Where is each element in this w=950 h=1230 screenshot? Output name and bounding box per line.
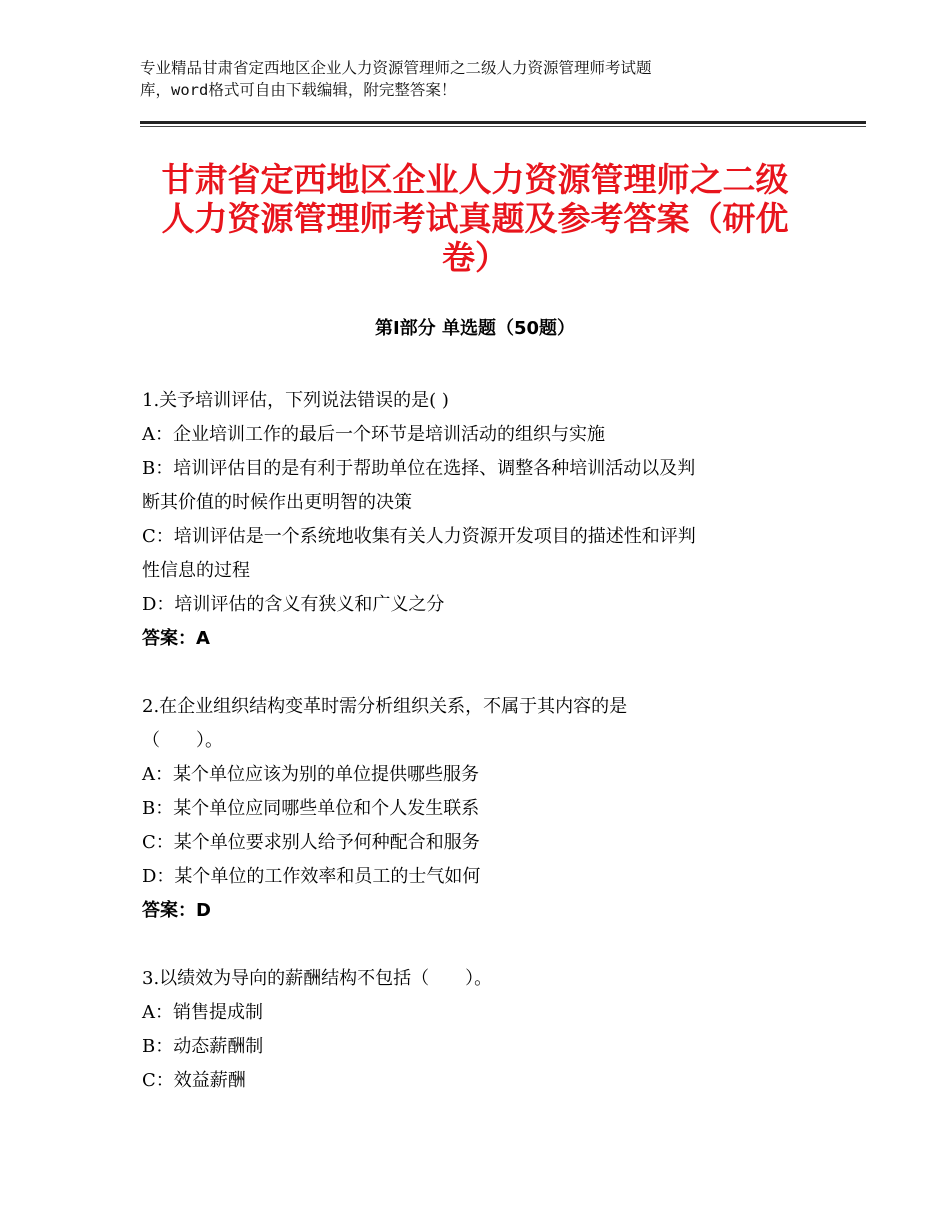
header-divider-thick <box>140 121 866 124</box>
option-c: C：效益薪酬 <box>142 1070 246 1091</box>
question-list <box>142 384 822 1098</box>
option-c: C：培训评估是一个系统地收集有关人力资源开发项目的描述性和评判 <box>142 526 696 547</box>
question-stem: 1.关予培训评估，下列说法错误的是( ) <box>142 390 449 411</box>
answer: 答案：A <box>142 628 210 649</box>
option-a: A：某个单位应该为别的单位提供哪些服务 <box>142 764 479 785</box>
document-title <box>120 160 830 277</box>
answer: 答案：D <box>142 900 211 921</box>
option-c: C：某个单位要求别人给予何种配合和服务 <box>142 832 480 853</box>
title-line-2: 人力资源管理师考试真题及参考答案（研优 <box>161 199 789 238</box>
title-line-3: 卷） <box>442 238 508 277</box>
option-d: D：某个单位的工作效率和员工的士气如何 <box>142 866 481 887</box>
question-stem: 3.以绩效为导向的薪酬结构不包括（ ）。 <box>142 968 493 989</box>
question-block <box>142 690 822 928</box>
header-note-line-2: 库，word格式可自由下载编辑，附完整答案！ <box>140 81 457 99</box>
title-line-1: 甘肃省定西地区企业人力资源管理师之二级 <box>161 160 789 199</box>
option-c-continued: 性信息的过程 <box>142 560 250 581</box>
option-b-continued: 断其价值的时候作出更明智的决策 <box>142 492 412 513</box>
header-note-line-1: 专业精品甘肃省定西地区企业人力资源管理师之二级人力资源管理师考试题 <box>140 59 652 77</box>
header-note <box>140 57 780 101</box>
question-block <box>142 962 822 1098</box>
option-d: D：培训评估的含义有狭义和广义之分 <box>142 594 445 615</box>
option-a: A：销售提成制 <box>142 1002 263 1023</box>
question-stem: 2.在企业组织结构变革时需分析组织关系，不属于其内容的是 <box>142 696 628 717</box>
header-divider-thin <box>140 126 866 127</box>
question-stem-continued: （ ）。 <box>142 730 223 751</box>
option-b: B：动态薪酬制 <box>142 1036 264 1057</box>
section-heading: 第Ⅰ部分 单选题（50题） <box>374 318 575 339</box>
option-b: B：培训评估目的是有利于帮助单位在选择、调整各种培训活动以及判 <box>142 458 696 479</box>
option-b: B：某个单位应同哪些单位和个人发生联系 <box>142 798 480 819</box>
question-block <box>142 384 822 656</box>
option-a: A：企业培训工作的最后一个环节是培训活动的组织与实施 <box>142 424 605 445</box>
